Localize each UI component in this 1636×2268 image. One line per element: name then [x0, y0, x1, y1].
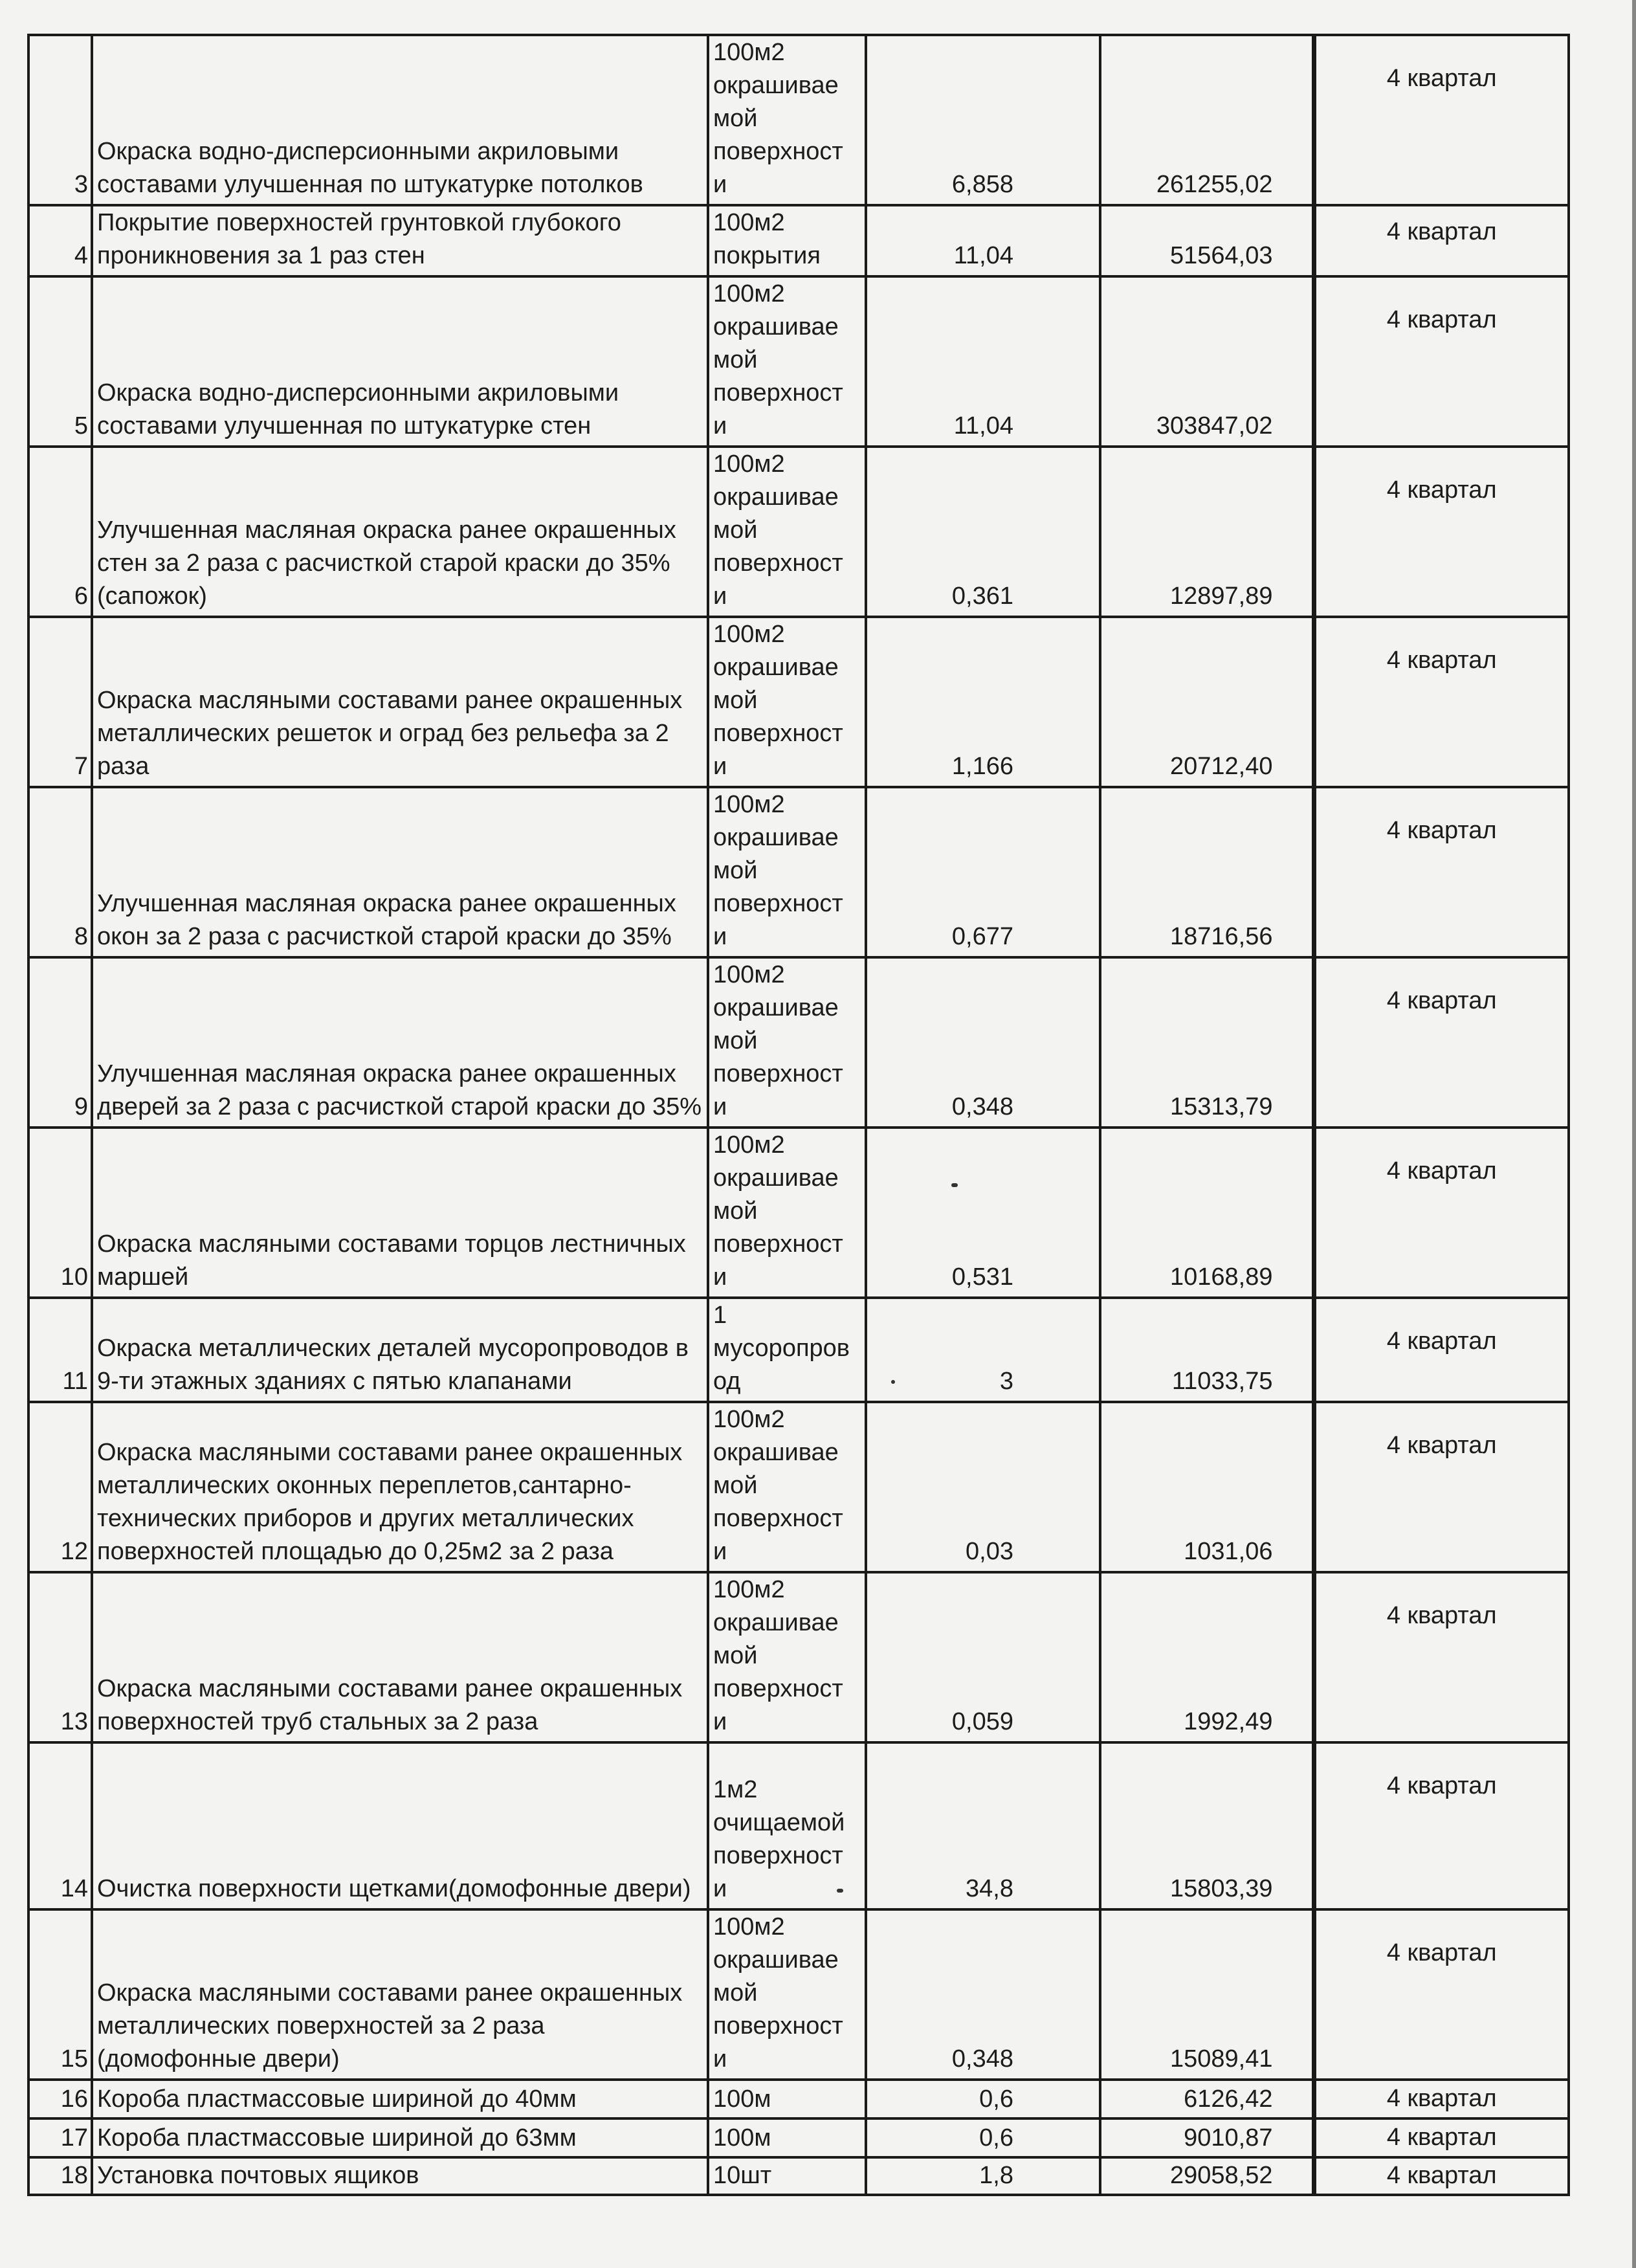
row-number: 17 [28, 2118, 92, 2157]
work-description: Короба пластмассовые шириной до 63мм [92, 2118, 708, 2157]
table-row [28, 1298, 1569, 1402]
table-row [28, 2157, 1569, 2195]
work-description: Окраска масляными составами ранее окрашенных металлических поверхностей за 2 раза (домофонные двери) [92, 1909, 708, 2080]
unit-of-measure: 100м [708, 2118, 866, 2157]
table-row [28, 205, 1569, 276]
scan-edge [1632, 0, 1636, 2268]
work-description: Установка почтовых ящиков [92, 2157, 708, 2195]
quantity: 0,361 [866, 447, 1100, 617]
cost-amount: 1031,06 [1100, 1402, 1314, 1572]
completion-period: 4 квартал [1314, 205, 1569, 276]
quantity: 3 [866, 1298, 1100, 1402]
completion-period: 4 квартал [1314, 2157, 1569, 2195]
completion-period: 4 квартал [1314, 1402, 1569, 1572]
work-description: Покрытие поверхностей грунтовкой глубокого проникновения за 1 раз стен [92, 205, 708, 276]
row-number: 13 [28, 1572, 92, 1742]
table-row [28, 2080, 1569, 2118]
work-description: Окраска водно-дисперсионными акриловыми составами улучшенная по штукатурке стен [92, 276, 708, 447]
cost-amount: 12897,89 [1100, 447, 1314, 617]
unit-of-measure: 100м2 окрашивае мой поверхност и [708, 35, 866, 205]
cost-amount: 15803,39 [1100, 1742, 1314, 1909]
cost-amount: 29058,52 [1100, 2157, 1314, 2195]
work-description: Окраска масляными составами ранее окрашенных металлических решеток и оград без рельефа за 2 раза [92, 617, 708, 787]
unit-of-measure: 1м2 очищаемой поверхност и [708, 1742, 866, 1909]
completion-period: 4 квартал [1314, 276, 1569, 447]
table-row [28, 1572, 1569, 1742]
unit-of-measure: 100м2 окрашивае мой поверхност и [708, 787, 866, 957]
scan-speck [951, 1183, 958, 1187]
scan-speck [891, 1380, 895, 1384]
quantity: 6,858 [866, 35, 1100, 205]
work-description: Очистка поверхности щетками(домофонные двери) [92, 1742, 708, 1909]
cost-amount: 11033,75 [1100, 1298, 1314, 1402]
quantity: 0,677 [866, 787, 1100, 957]
table-row [28, 276, 1569, 447]
row-number: 18 [28, 2157, 92, 2195]
row-number: 16 [28, 2080, 92, 2118]
completion-period: 4 квартал [1314, 2080, 1569, 2118]
completion-period: 4 квартал [1314, 1742, 1569, 1909]
unit-of-measure: 100м2 окрашивае мой поверхност и [708, 617, 866, 787]
unit-of-measure: 100м2 окрашивае мой поверхност и [708, 1909, 866, 2080]
cost-amount: 15089,41 [1100, 1909, 1314, 2080]
cost-amount: 10168,89 [1100, 1128, 1314, 1298]
cost-amount: 15313,79 [1100, 957, 1314, 1128]
table-row [28, 1742, 1569, 1909]
work-description: Окраска масляными составами торцов лестничных маршей [92, 1128, 708, 1298]
quantity: 1,8 [866, 2157, 1100, 2195]
quantity: 11,04 [866, 205, 1100, 276]
table-row [28, 1128, 1569, 1298]
unit-of-measure: 100м2 окрашивае мой поверхност и [708, 276, 866, 447]
row-number: 14 [28, 1742, 92, 1909]
unit-of-measure: 100м [708, 2080, 866, 2118]
quantity: 0,348 [866, 1909, 1100, 2080]
work-description: Окраска металлических деталей мусоропроводов в 9-ти этажных зданиях с пятью клапанами [92, 1298, 708, 1402]
unit-of-measure: 100м2 окрашивае мой поверхност и [708, 1402, 866, 1572]
quantity: 0,6 [866, 2080, 1100, 2118]
work-description: Окраска водно-дисперсионными акриловыми составами улучшенная по штукатурке потолков [92, 35, 708, 205]
unit-of-measure: 100м2 окрашивае мой поверхност и [708, 957, 866, 1128]
cost-amount: 20712,40 [1100, 617, 1314, 787]
row-number: 11 [28, 1298, 92, 1402]
quantity: 0,059 [866, 1572, 1100, 1742]
work-estimate-table [27, 34, 1570, 2196]
completion-period: 4 квартал [1314, 447, 1569, 617]
work-description: Улучшенная масляная окраска ранее окрашенных стен за 2 раза с расчисткой старой краски до 35%(сапожок) [92, 447, 708, 617]
completion-period: 4 квартал [1314, 957, 1569, 1128]
row-number: 12 [28, 1402, 92, 1572]
cost-amount: 18716,56 [1100, 787, 1314, 957]
completion-period: 4 квартал [1314, 1128, 1569, 1298]
table-row [28, 447, 1569, 617]
table-row [28, 1402, 1569, 1572]
unit-of-measure: 100м2 окрашивае мой поверхност и [708, 1128, 866, 1298]
cost-amount: 303847,02 [1100, 276, 1314, 447]
table-row [28, 617, 1569, 787]
row-number: 15 [28, 1909, 92, 2080]
work-description: Улучшенная масляная окраска ранее окрашенных окон за 2 раза с расчисткой старой краски до 35% [92, 787, 708, 957]
table-row [28, 1909, 1569, 2080]
table-row [28, 957, 1569, 1128]
work-description: Улучшенная масляная окраска ранее окрашенных дверей за 2 раза с расчисткой старой краски до 35% [92, 957, 708, 1128]
completion-period: 4 квартал [1314, 1909, 1569, 2080]
quantity: 34,8 [866, 1742, 1100, 1909]
scan-speck [837, 1889, 843, 1893]
completion-period: 4 квартал [1314, 2118, 1569, 2157]
completion-period: 4 квартал [1314, 35, 1569, 205]
row-number: 8 [28, 787, 92, 957]
row-number: 6 [28, 447, 92, 617]
quantity: 0,348 [866, 957, 1100, 1128]
unit-of-measure: 1 мусоропров од [708, 1298, 866, 1402]
row-number: 4 [28, 205, 92, 276]
cost-amount: 51564,03 [1100, 205, 1314, 276]
estimate-table-sheet [27, 34, 1570, 2196]
table-row [28, 2118, 1569, 2157]
cost-amount: 1992,49 [1100, 1572, 1314, 1742]
completion-period: 4 квартал [1314, 787, 1569, 957]
unit-of-measure: 10шт [708, 2157, 866, 2195]
row-number: 7 [28, 617, 92, 787]
row-number: 10 [28, 1128, 92, 1298]
work-description: Окраска масляными составами ранее окрашенных поверхностей труб стальных за 2 раза [92, 1572, 708, 1742]
quantity: 0,6 [866, 2118, 1100, 2157]
cost-amount: 261255,02 [1100, 35, 1314, 205]
completion-period: 4 квартал [1314, 617, 1569, 787]
quantity: 1,166 [866, 617, 1100, 787]
cost-amount: 6126,42 [1100, 2080, 1314, 2118]
work-description: Окраска масляными составами ранее окрашенных металлических оконных переплетов,сантарно-технических приборов и других металлических поверхностей площадью до 0,25м2 за 2 раза [92, 1402, 708, 1572]
unit-of-measure: 100м2 окрашивае мой поверхност и [708, 1572, 866, 1742]
quantity: 0,531 [866, 1128, 1100, 1298]
completion-period: 4 квартал [1314, 1298, 1569, 1402]
quantity: 11,04 [866, 276, 1100, 447]
completion-period: 4 квартал [1314, 1572, 1569, 1742]
table-row [28, 35, 1569, 205]
row-number: 9 [28, 957, 92, 1128]
row-number: 3 [28, 35, 92, 205]
row-number: 5 [28, 276, 92, 447]
quantity: 0,03 [866, 1402, 1100, 1572]
cost-amount: 9010,87 [1100, 2118, 1314, 2157]
unit-of-measure: 100м2 окрашивае мой поверхност и [708, 447, 866, 617]
work-description: Короба пластмассовые шириной до 40мм [92, 2080, 708, 2118]
table-row [28, 787, 1569, 957]
unit-of-measure: 100м2 покрытия [708, 205, 866, 276]
